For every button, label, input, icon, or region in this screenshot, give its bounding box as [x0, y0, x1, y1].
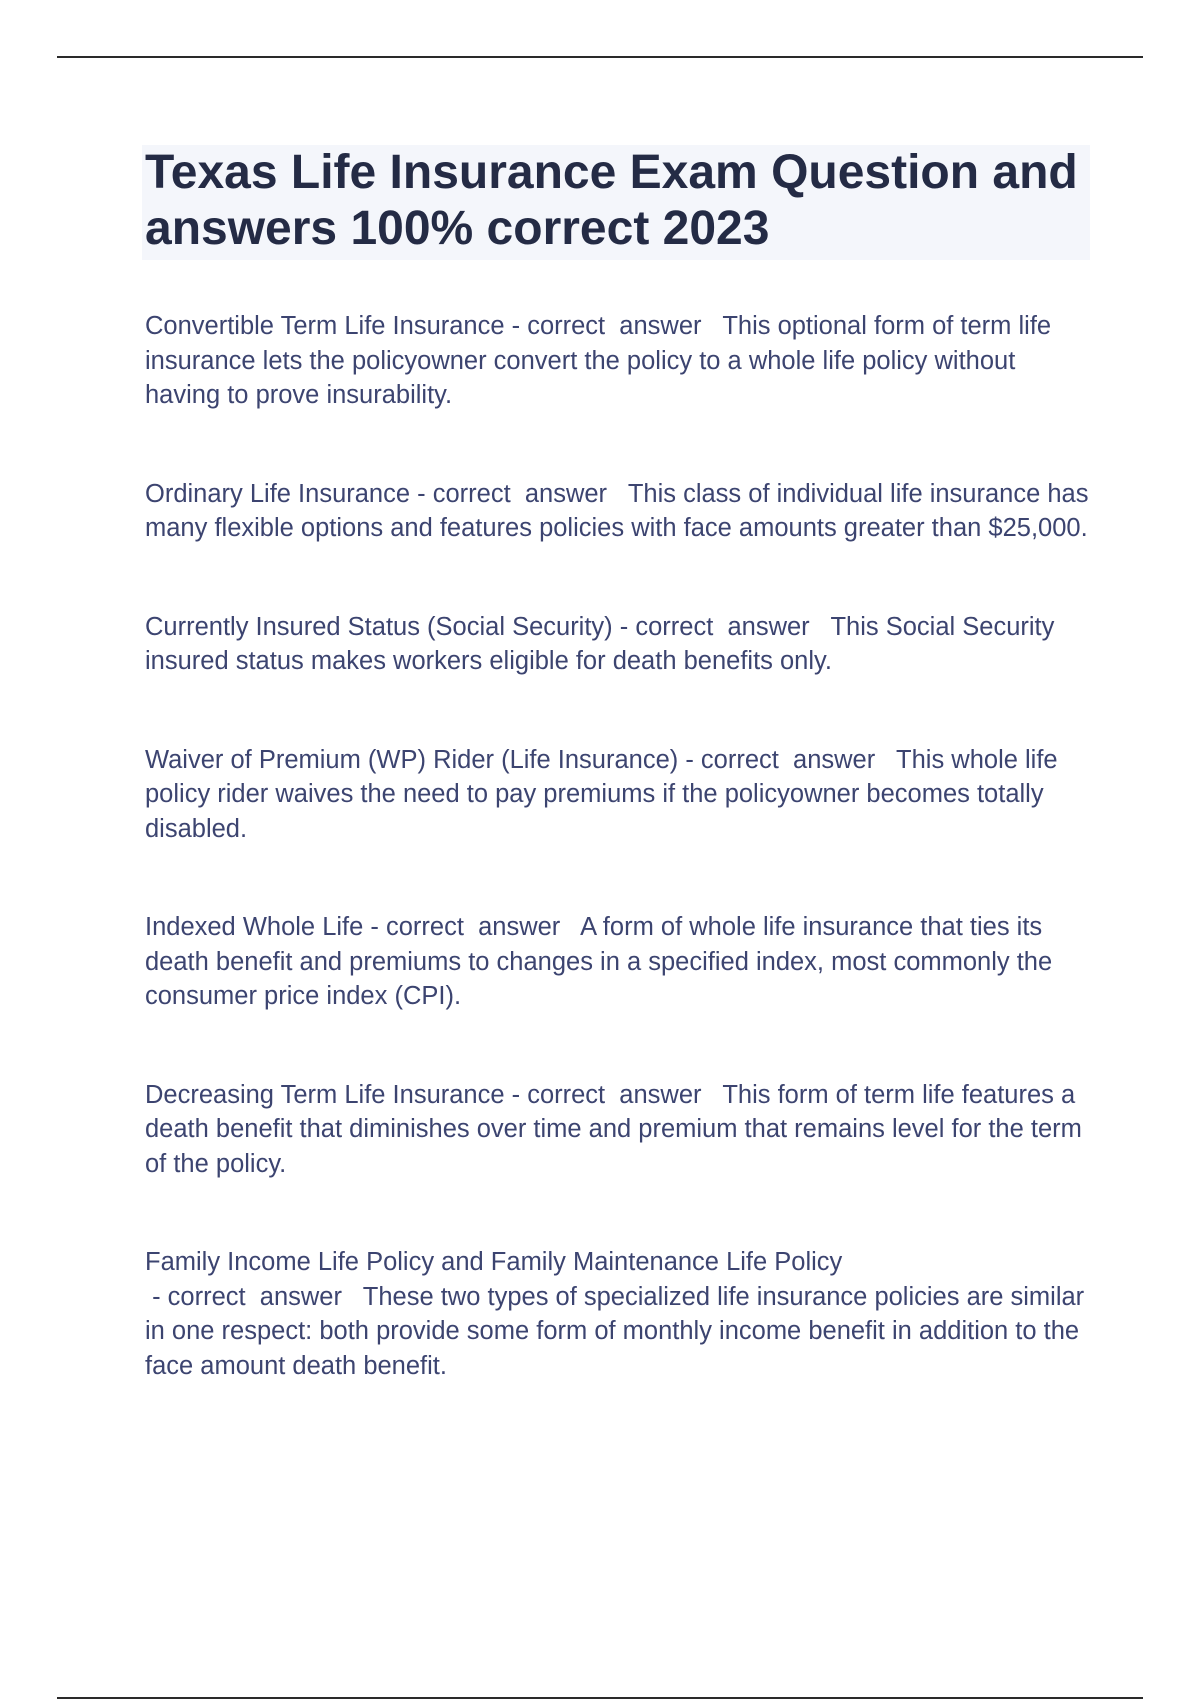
qa-term: Convertible Term Life Insurance — [145, 312, 505, 340]
document-title: Texas Life Insurance Exam Question and answers 100% correct 2023 — [145, 146, 1078, 255]
qa-separator: - correct answer — [145, 1282, 363, 1311]
qa-definition: This form of term life features a death benefit that diminishes over time and premium that remains level for the term of the policy. — [145, 1080, 1082, 1178]
qa-item — [145, 610, 1090, 679]
document-body — [145, 145, 1090, 1447]
qa-term: Family Income Life Policy and Family Maintenance Life Policy — [145, 1248, 843, 1276]
qa-term: Currently Insured Status (Social Security) — [145, 612, 613, 641]
qa-separator: - correct answer — [612, 612, 831, 641]
footer-divider — [57, 1697, 1143, 1699]
qa-term: Indexed Whole Life — [145, 913, 364, 941]
qa-definition: These two types of specialized life insurance policies are similar in one respect: both provide some form of monthly income benefit in addition to the face amount death benefit. — [145, 1282, 1085, 1380]
qa-term: Ordinary Life Insurance — [145, 479, 411, 508]
qa-separator: - correct answer — [678, 745, 897, 774]
qa-definition: A form of whole life insurance that ties its death benefit and premiums to changes in a specified index, most commonly the consumer price index (CPI). — [145, 913, 1053, 1010]
qa-list — [145, 309, 1090, 1383]
qa-item — [145, 910, 1090, 1014]
qa-item — [145, 309, 1090, 413]
qa-separator: - correct answer — [363, 913, 581, 941]
qa-term: Decreasing Term Life Insurance — [145, 1080, 505, 1109]
qa-term: Waiver of Premium (WP) Rider (Life Insurance) — [145, 745, 679, 774]
qa-definition: This Social Security insured status makes workers eligible for death benefits only. — [145, 612, 1055, 675]
qa-item — [145, 477, 1090, 546]
qa-item — [145, 1078, 1090, 1182]
qa-item — [145, 1245, 1090, 1383]
title-block — [142, 145, 1090, 260]
qa-item — [145, 743, 1090, 847]
qa-separator: - correct answer — [504, 1080, 723, 1109]
qa-separator: - correct answer — [410, 479, 628, 508]
qa-definition: This class of individual life insurance has many flexible options and features policies with face amounts greater than $25,000. — [145, 479, 1089, 542]
qa-separator: - correct answer — [504, 312, 723, 340]
qa-definition: This optional form of term life insurance lets the policyowner convert the policy to a whole life policy without having to prove insurability. — [145, 312, 1052, 409]
qa-definition: This whole life policy rider waives the need to pay premiums if the policyowner becomes totally disabled. — [145, 745, 1058, 843]
header-divider — [57, 56, 1143, 58]
